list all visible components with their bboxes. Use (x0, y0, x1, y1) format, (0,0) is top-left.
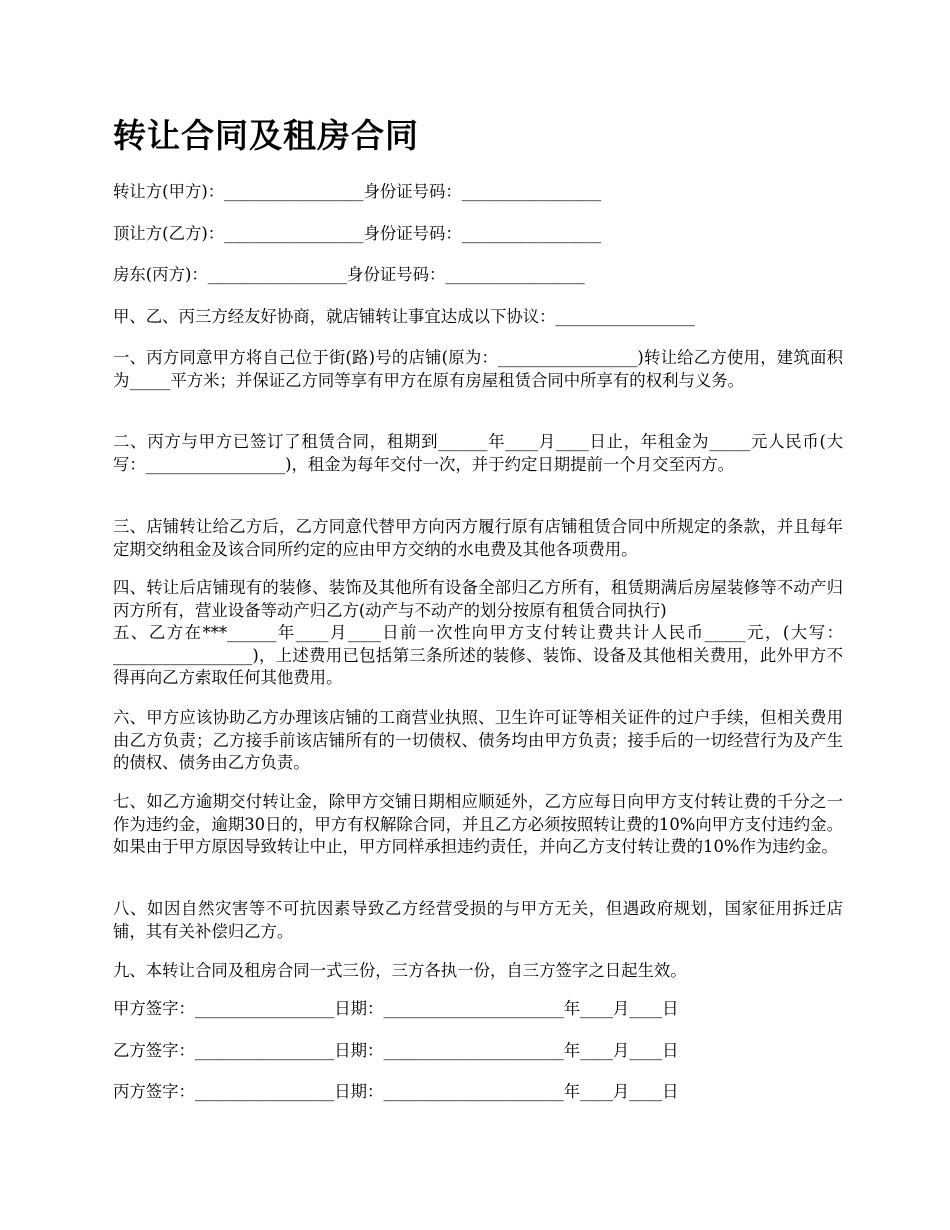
clause-3: 三、店铺转让给乙方后，乙方同意代替甲方向丙方履行原有店铺租赁合同中所规定的条款，并且每年定期交纳租金及该合同所约定的应由甲方交纳的水电费及其他各项费用。 (113, 517, 843, 559)
signature-party-c: 丙方签字：_________________日期：______________________年____月____日 (113, 1082, 679, 1101)
clause-8: 八、如因自然灾害等不可抗因素导致乙方经营受损的与甲方无关，但遇政府规划，国家征用拆迁店铺，其有关补偿归乙方。 (113, 899, 843, 941)
document-title: 转让合同及租房合同 (113, 116, 419, 155)
party-c-line: 房东(丙方)：_________________身份证号码：_________________ (113, 265, 585, 284)
intro-paragraph: 甲、乙、丙三方经友好协商，就店铺转让事宜达成以下协议：_________________ (113, 307, 695, 326)
party-b-line: 顶让方(乙方)：_________________身份证号码：_________________ (113, 224, 602, 243)
clause-5: 五、乙方在***______年____月____日前一次性向甲方支付转让费共计人民币_____元，(大写：_________________)，上述费用已包括第三条所述的装修、装饰、设备及其他相关费用，此外甲方不得再向乙方索取任何其他费用。 (113, 623, 843, 687)
clause-1: 一、丙方同意甲方将自己位于街(路)号的店铺(原为：_________________)转让给乙方使用，建筑面积为_____平方米；并保证乙方同等享有甲方在原有房屋租赁合同中所享有的权利与义务。 (113, 348, 843, 390)
party-a-line: 转让方(甲方)：_________________身份证号码：_________________ (113, 182, 602, 201)
signature-party-a: 甲方签字：_________________日期：______________________年____月____日 (113, 999, 679, 1018)
clause-9: 九、本转让合同及租房合同一式三份，三方各执一份，自三方签字之日起生效。 (113, 961, 687, 980)
clause-6: 六、甲方应该协助乙方办理该店铺的工商营业执照、卫生许可证等相关证件的过户手续，但相关费用由乙方负责；乙方接手前该店铺所有的一切债权、债务均由甲方负责；接手后的一切经营行为及产生的债权、债务由乙方负责。 (113, 708, 843, 772)
clause-7: 七、如乙方逾期交付转让金，除甲方交铺日期相应顺延外，乙方应每日向甲方支付转让费的千分之一作为违约金，逾期30日的，甲方有权解除合同，并且乙方必须按照转让费的10%向甲方支付违约金。如果由于甲方原因导致转让中止，甲方同样承担违约责任，并向乙方支付转让费的10%作为违约金。 (113, 792, 843, 856)
clause-2: 二、丙方与甲方已签订了租赁合同，租期到______年____月____日止，年租金为_____元人民币(大写：_________________)，租金为每年交付一次，并于约定日期提前一个月交至丙方。 (113, 432, 843, 474)
signature-party-b: 乙方签字：_________________日期：______________________年____月____日 (113, 1041, 679, 1060)
clause-4: 四、转让后店铺现有的装修、装饰及其他所有设备全部归乙方所有，租赁期满后房屋装修等不动产归丙方所有，营业设备等动产归乙方(动产与不动产的划分按原有租赁合同执行) (113, 578, 843, 620)
